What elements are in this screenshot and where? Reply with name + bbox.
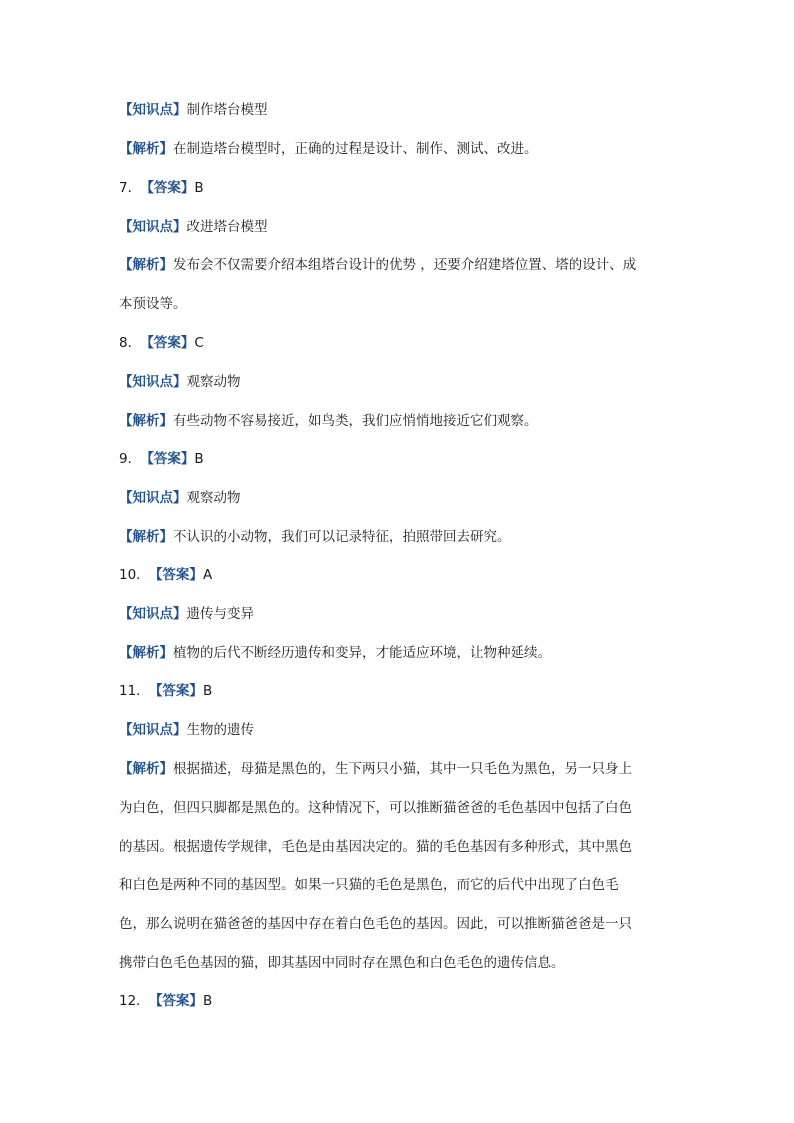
answer-tag: 【答案】 <box>147 451 195 467</box>
knowledge-text: 改进塔台模型 <box>186 219 268 235</box>
answer-tag: 【答案】 <box>155 993 203 1009</box>
answer-tag: 【答案】 <box>155 683 203 699</box>
analysis-text: 色，那么说明在猫爸爸的基因中存在着白色毛色的基因。因此，可以推断猫爸爸是一只 <box>119 916 632 932</box>
answer-text: B <box>202 993 213 1009</box>
question-number: 12． <box>119 993 150 1009</box>
knowledge-tag: 【知识点】 <box>119 606 187 622</box>
analysis-continuation <box>119 876 619 894</box>
analysis-continuation <box>119 915 632 933</box>
answer-tag: 【答案】 <box>147 180 195 196</box>
question-number: 7． <box>119 180 142 196</box>
knowledge-line <box>119 218 268 236</box>
analysis-text: 发布会不仅需要介绍本组塔台设计的优势 ，还要介绍建塔位置、塔的设计、成 <box>173 257 637 273</box>
answer-line <box>119 682 212 700</box>
analysis-line <box>119 412 538 430</box>
analysis-tag: 【解析】 <box>119 645 173 661</box>
knowledge-line <box>119 373 241 391</box>
analysis-line <box>119 760 632 778</box>
analysis-text: 根据描述，母猫是黑色的，生下两只小猫，其中一只毛色为黑色，另一只身上 <box>173 761 632 777</box>
answer-line <box>119 334 204 352</box>
analysis-text: 不认识的小动物，我们可以记录特征，拍照带回去研究。 <box>173 529 511 545</box>
answer-tag: 【答案】 <box>147 335 195 351</box>
knowledge-tag: 【知识点】 <box>119 490 187 506</box>
question-number: 11． <box>119 683 150 699</box>
analysis-line <box>119 256 636 274</box>
knowledge-line <box>119 605 254 623</box>
knowledge-text: 观察动物 <box>186 374 241 390</box>
answer-tag: 【答案】 <box>155 567 203 583</box>
answer-line <box>119 179 204 197</box>
analysis-text: 和白色是两种不同的基因型。如果一只猫的毛色是黑色，而它的后代中出现了白色毛 <box>119 877 619 893</box>
analysis-tag: 【解析】 <box>119 761 173 777</box>
analysis-continuation <box>119 799 632 817</box>
knowledge-tag: 【知识点】 <box>119 722 187 738</box>
knowledge-line <box>119 721 254 739</box>
analysis-line <box>119 528 511 546</box>
knowledge-line <box>119 489 241 507</box>
analysis-text: 本预设等。 <box>119 296 187 312</box>
analysis-continuation <box>119 954 565 972</box>
answer-text: A <box>202 567 213 583</box>
knowledge-tag: 【知识点】 <box>119 219 187 235</box>
knowledge-tag: 【知识点】 <box>119 102 187 118</box>
analysis-line <box>119 140 538 158</box>
question-number: 8． <box>119 335 142 351</box>
answer-line <box>119 450 204 468</box>
analysis-tag: 【解析】 <box>119 529 173 545</box>
knowledge-text: 制作塔台模型 <box>186 102 268 118</box>
analysis-line <box>119 644 551 662</box>
analysis-text: 的基因。根据遗传学规律，毛色是由基因决定的。猫的毛色基因有多种形式，其中黑色 <box>119 839 632 855</box>
question-number: 9． <box>119 451 142 467</box>
analysis-continuation <box>119 295 187 313</box>
analysis-text: 有些动物不容易接近，如鸟类，我们应悄悄地接近它们观察。 <box>173 413 538 429</box>
analysis-text: 在制造塔台模型时，正确的过程是设计、制作、测试、改进。 <box>173 141 538 157</box>
answer-text: B <box>194 180 204 196</box>
analysis-tag: 【解析】 <box>119 413 173 429</box>
question-number: 10． <box>119 567 150 583</box>
analysis-text: 携带白色毛色基因的猫，即其基因中同时存在黑色和白色毛色的遗传信息。 <box>119 955 565 971</box>
answer-text: B <box>194 451 204 467</box>
analysis-tag: 【解析】 <box>119 141 173 157</box>
knowledge-tag: 【知识点】 <box>119 374 187 390</box>
knowledge-text: 遗传与变异 <box>186 606 254 622</box>
analysis-tag: 【解析】 <box>119 257 173 273</box>
answer-text: C <box>194 335 204 351</box>
answer-line <box>119 992 212 1010</box>
answer-text: B <box>202 683 213 699</box>
analysis-text: 植物的后代不断经历遗传和变异，才能适应环境，让物种延续。 <box>173 645 551 661</box>
knowledge-text: 观察动物 <box>186 490 241 506</box>
analysis-text: 为白色，但四只脚都是黑色的。这种情况下，可以推断猫爸爸的毛色基因中包括了白色 <box>119 800 632 816</box>
knowledge-line <box>119 101 268 119</box>
knowledge-text: 生物的遗传 <box>186 722 254 738</box>
answer-line <box>119 566 212 584</box>
analysis-continuation <box>119 838 632 856</box>
